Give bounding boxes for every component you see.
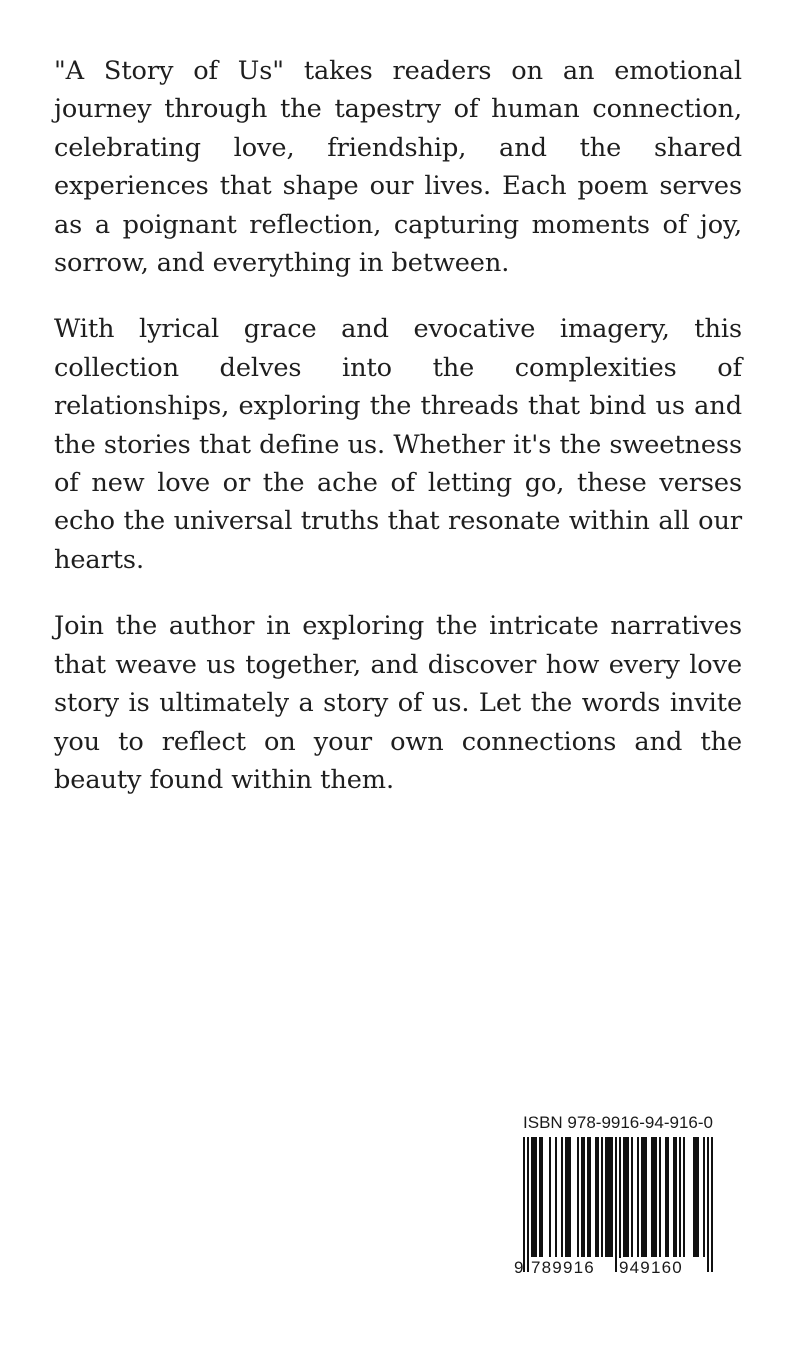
barcode-bar-27 [703, 1137, 705, 1257]
isbn-label: ISBN 978-9916-94-916-0 [523, 1113, 713, 1132]
barcode-left-digits: 789916 [531, 1258, 595, 1277]
barcode-bar-26 [693, 1137, 699, 1257]
barcode-bar-7 [565, 1137, 571, 1257]
barcode-right-digits: 949160 [619, 1258, 683, 1277]
barcode-bar-17 [631, 1137, 633, 1257]
isbn-barcode [508, 1108, 728, 1284]
barcode-bar-11 [595, 1137, 599, 1257]
barcode-bar-16 [623, 1137, 629, 1257]
barcode-bar-14 [615, 1137, 617, 1272]
barcode-lead-digit: 9 [514, 1258, 524, 1277]
barcode-bar-18 [637, 1137, 639, 1257]
barcode-bar-8 [577, 1137, 579, 1257]
barcode-bar-5 [555, 1137, 557, 1257]
back-cover-blurb [54, 52, 742, 827]
barcode-bar-9 [581, 1137, 585, 1257]
barcode-bar-0 [523, 1137, 525, 1272]
barcode-bar-22 [665, 1137, 669, 1257]
barcode-bar-4 [549, 1137, 551, 1257]
barcode-bar-13 [605, 1137, 613, 1257]
barcode-bar-1 [527, 1137, 529, 1272]
barcode-bar-20 [651, 1137, 657, 1257]
barcode-bar-12 [601, 1137, 603, 1257]
barcode-bar-2 [531, 1137, 537, 1257]
barcode-bar-25 [683, 1137, 685, 1257]
barcode-bar-19 [641, 1137, 647, 1257]
barcode-bar-29 [711, 1137, 713, 1272]
barcode-bar-28 [707, 1137, 709, 1272]
blurb-paragraph-1: "A Story of Us" takes readers on an emotional journey through the tapestry of human connection, celebrating love, friendship, and the shared experiences that shape our lives. Each poem serves as a poignant reflection, capturing moments of joy, sorrow, and everything in between. [54, 56, 742, 279]
barcode-bar-3 [539, 1137, 543, 1257]
barcode-bar-10 [587, 1137, 591, 1257]
barcode-bar-21 [659, 1137, 661, 1257]
barcode-bar-24 [679, 1137, 681, 1257]
barcode-bar-23 [673, 1137, 677, 1257]
blurb-paragraph-3: Join the author in exploring the intricate narratives that weave us together, and discover how every love story is ultimately a story of us. Let the words invite you to reflect on your own connections and the beauty found within them. [54, 611, 742, 795]
blurb-paragraph-2: With lyrical grace and evocative imagery, this collection delves into the complexities of relationships, exploring the threads that bind us and the stories that define us. Whether it's the sweetness of new love or the ache of letting go, these verses echo the universal truths that resonate within all our hearts. [54, 314, 742, 575]
barcode-bar-15 [619, 1137, 621, 1272]
barcode-bar-6 [561, 1137, 563, 1257]
